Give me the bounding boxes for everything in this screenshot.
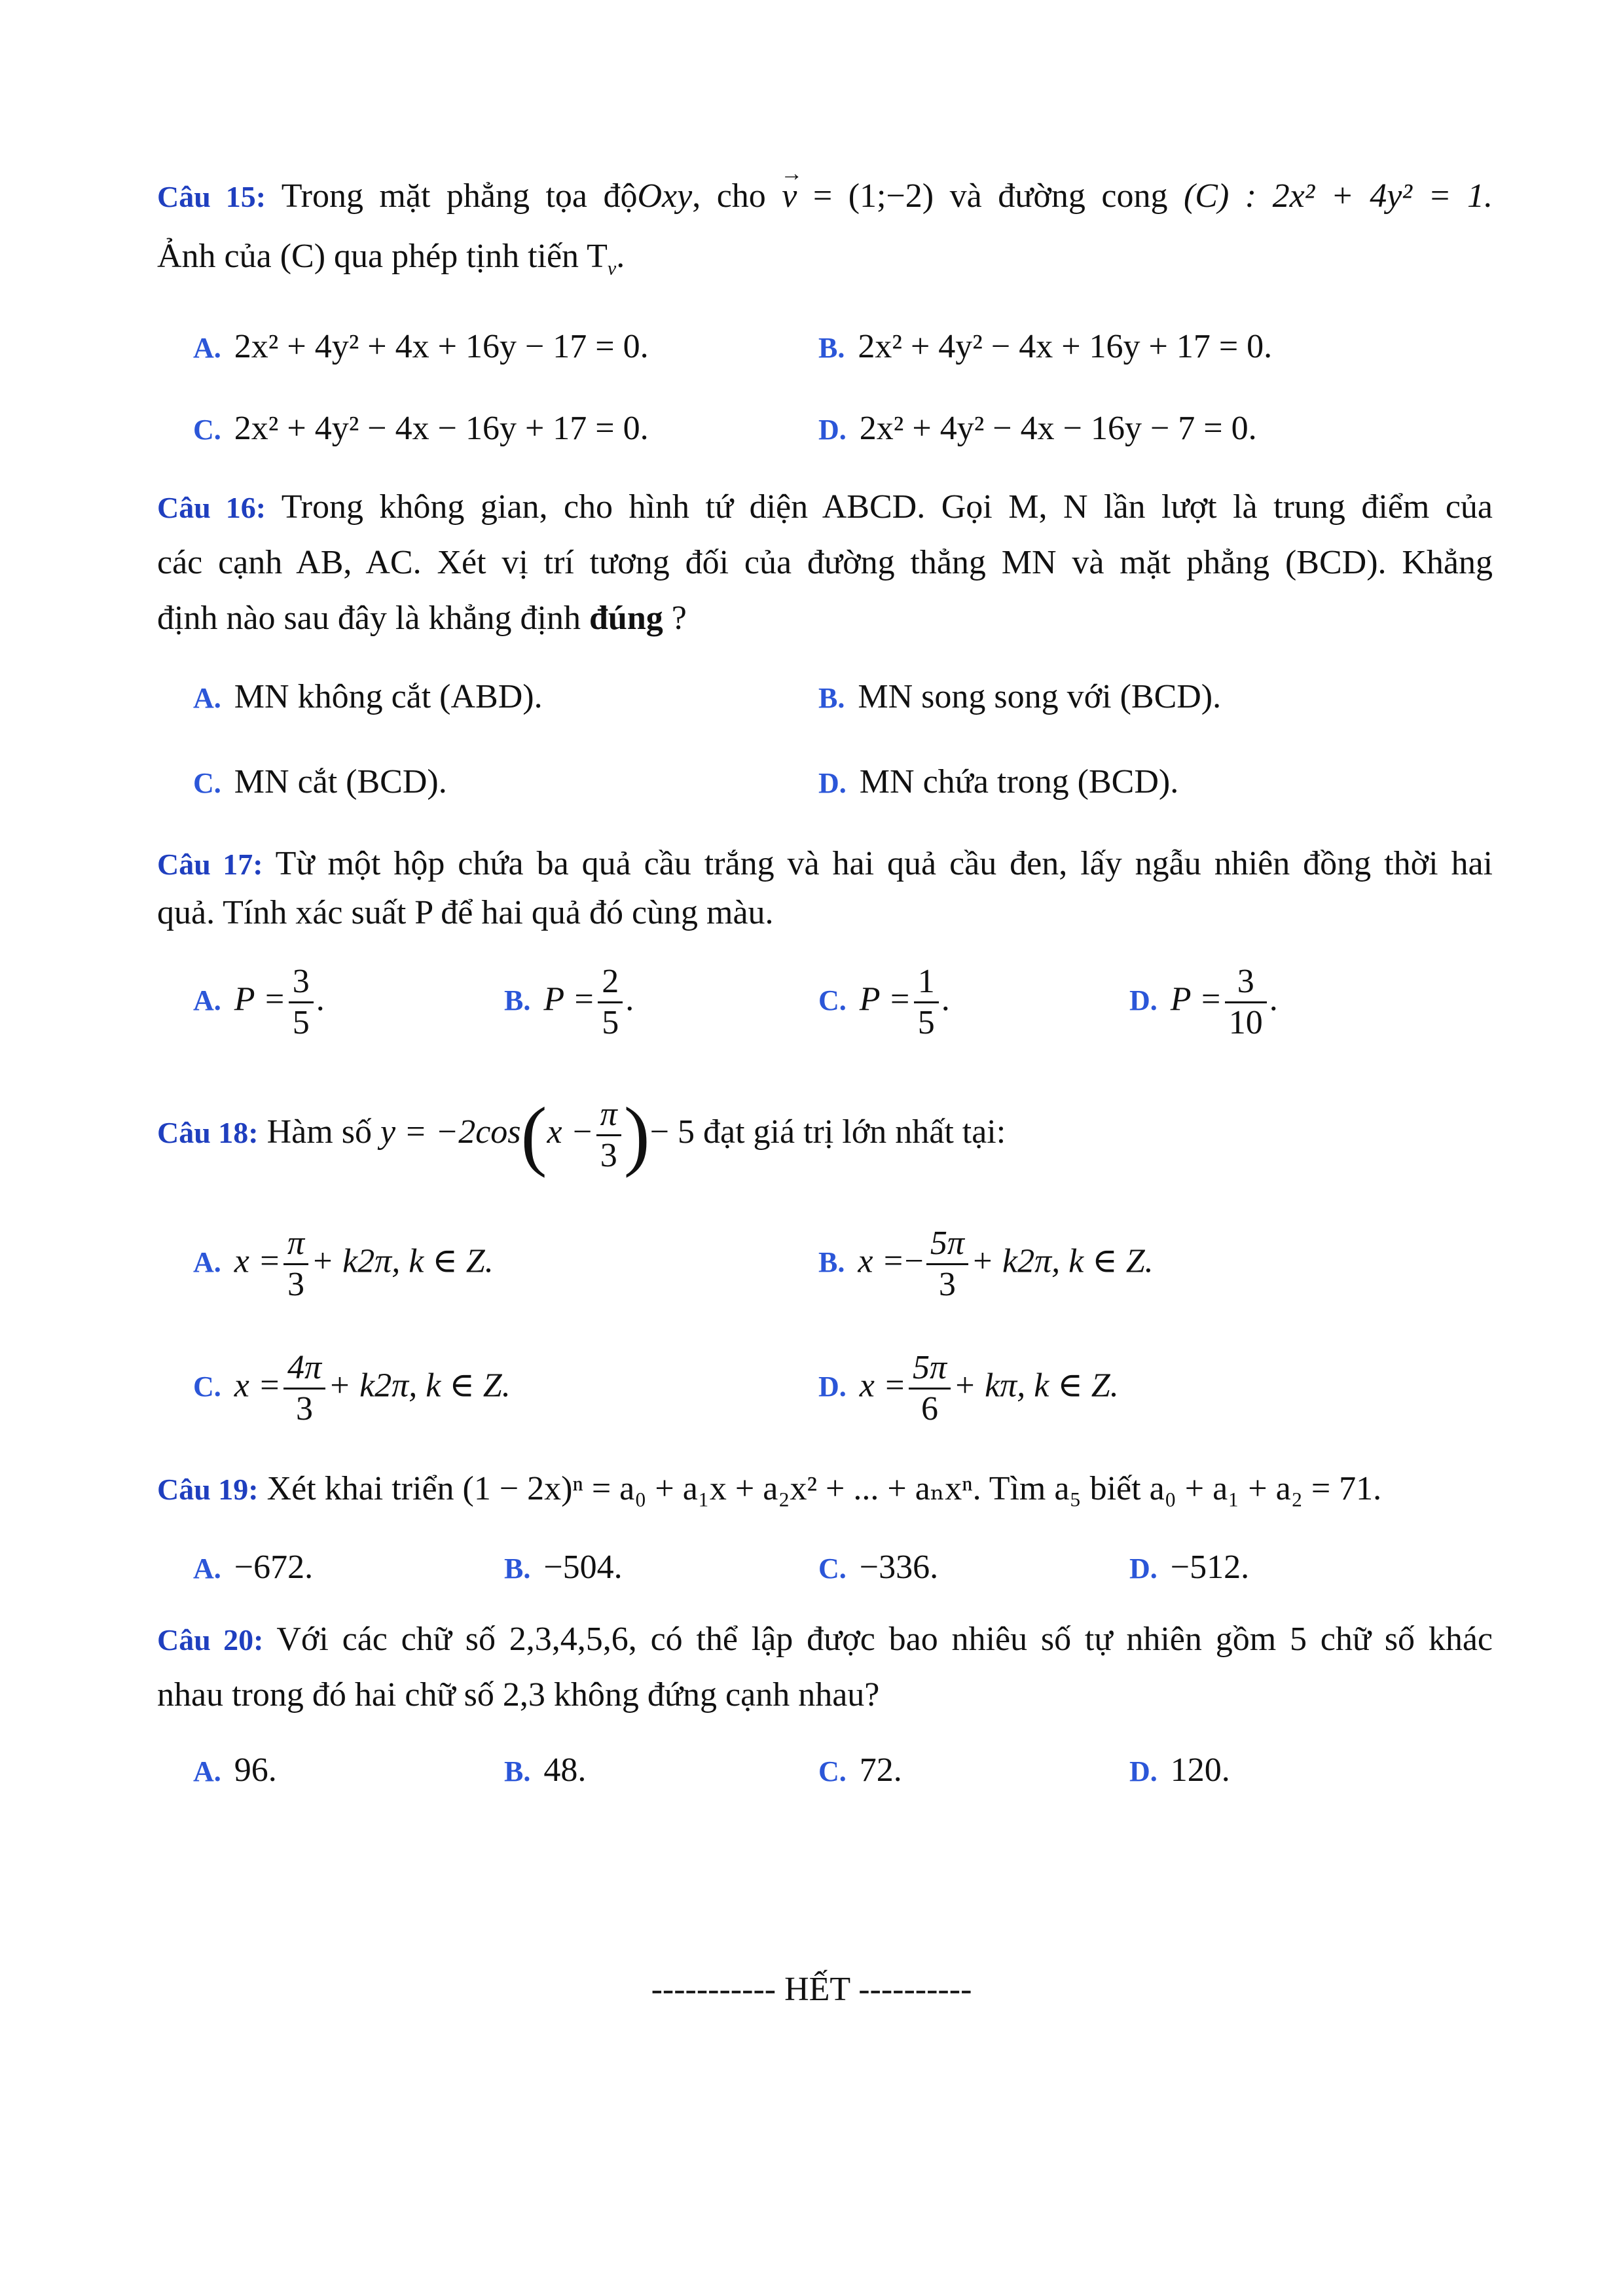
q17-option-b[interactable]: B. P = $\frac{2}{5}$ . (504, 963, 634, 1041)
q17-option-c-den: 5 (917, 1004, 935, 1041)
q18-option-d[interactable] (818, 1348, 1119, 1429)
q20-option-d[interactable] (1129, 1751, 1230, 1791)
q20-option-c[interactable] (818, 1751, 902, 1791)
q15-option-b-label: B. (818, 332, 845, 364)
q18-option-d-label: D. (818, 1371, 847, 1403)
q16-option-a[interactable] (193, 677, 543, 718)
q16-label: Câu 16: (157, 491, 266, 524)
q16-option-a-text: MN không cắt (ABD). (234, 678, 543, 715)
q18-pi: π (596, 1095, 621, 1136)
q17-option-d-num: 3 (1225, 962, 1267, 1003)
q15-option-a[interactable] (193, 327, 649, 368)
q19-option-d-label: D. (1129, 1552, 1158, 1585)
q19-option-d[interactable] (1129, 1548, 1249, 1588)
q16-line3-end: ? (671, 600, 687, 637)
q17-option-a[interactable]: A. P = $\frac{3}{5}$ . (193, 963, 325, 1041)
q20-label: Câu 20: (157, 1623, 264, 1657)
q20-line-2 (157, 1676, 1493, 1715)
q19-option-a-label: A. (193, 1552, 221, 1585)
q15-option-c-text: 2x² + 4y² − 4x − 16y + 17 = 0. (234, 410, 649, 447)
q16-line-2 (157, 543, 1493, 583)
q17-option-b-fraction (598, 962, 623, 1043)
q20-option-b[interactable] (504, 1751, 586, 1791)
q18-option-d-den: 6 (921, 1390, 938, 1427)
q18-option-b[interactable] (818, 1224, 1154, 1304)
q17-option-c-fraction (914, 962, 939, 1043)
q16-line-3 (157, 599, 1493, 638)
q19-line-1 (157, 1469, 1493, 1509)
q16-line-1 (157, 488, 1493, 528)
q18-option-b-lhs: x = (858, 1242, 905, 1280)
q17-label: Câu 17: (157, 848, 263, 881)
q20-option-a-label: A. (193, 1755, 221, 1787)
q18-option-a-fraction (283, 1224, 308, 1304)
q15-option-d-label: D. (818, 414, 847, 446)
q15-oxy: Oxy (637, 177, 693, 215)
q16-line1-text: Trong không gian, cho hình tứ diện ABCD. Gọi M, N lần lượt là trung điểm của (281, 488, 1493, 526)
q18-text-1: Hàm số (266, 1113, 372, 1151)
q18-right-paren: ) (623, 1091, 650, 1179)
q18-func-b: x − (547, 1113, 594, 1151)
q20-option-a[interactable] (193, 1751, 277, 1791)
q16-line3-text: định nào sau đây là khẳng định (157, 600, 581, 637)
q17-option-c-lhs: P = (859, 980, 911, 1018)
q15-option-a-label: A. (193, 332, 221, 364)
q18-option-c-tail: + k2π, k ∈ Z. (328, 1367, 511, 1405)
q16-option-b-text: MN song song với (BCD). (858, 678, 1222, 715)
q20-option-b-label: B. (504, 1755, 531, 1787)
q20-line1-text: Với các chữ số 2,3,4,5,6, có thể lập được bao nhiêu số tự nhiên gồm 5 chữ số khác (276, 1621, 1493, 1658)
q15-line2-sub: v (607, 257, 617, 279)
q16-option-b[interactable] (818, 677, 1221, 718)
q18-option-b-label: B. (818, 1246, 845, 1279)
q18-line-1 (157, 1091, 1493, 1179)
q19-option-c-text: −336. (859, 1549, 939, 1586)
q19-option-b-text: −504. (543, 1549, 623, 1586)
q15-line2-text: Ảnh của (C) qua phép tịnh tiến T (157, 238, 608, 275)
q16-line3-bold: đúng (589, 600, 663, 637)
q17-line-2 (157, 893, 1493, 933)
q15-text-3: và đường cong (949, 177, 1168, 215)
q18-label: Câu 18: (157, 1116, 259, 1149)
q16-line2-text: các cạnh AB, AC. Xét vị trí tương đối của đường thẳng MN và mặt phẳng (BCD). Khẳng (157, 544, 1493, 581)
q15-option-b-text: 2x² + 4y² − 4x + 16y + 17 = 0. (858, 328, 1273, 365)
q20-option-c-label: C. (818, 1755, 847, 1787)
q20-option-b-text: 48. (543, 1751, 587, 1789)
q15-line-2 (157, 237, 1493, 288)
q18-option-a-num: π (283, 1224, 308, 1265)
q18-option-d-fraction (909, 1348, 951, 1429)
q17-option-c[interactable]: C. P = $\frac{1}{5}$ . (818, 963, 950, 1041)
q19-label: Câu 19: (157, 1473, 259, 1506)
q17-option-a-num: 3 (289, 962, 314, 1003)
q15-line2-end: . (616, 238, 625, 275)
q18-left-paren: ( (520, 1091, 547, 1179)
q15-option-c[interactable] (193, 409, 649, 450)
q19-option-c-label: C. (818, 1552, 847, 1585)
q17-option-d-lhs: P = (1170, 980, 1222, 1018)
q19-option-a-text: −672. (234, 1549, 314, 1586)
q18-option-a-label: A. (193, 1246, 221, 1279)
q15-curve: (C) : 2x² + 4y² = 1. (1183, 177, 1493, 215)
q19-option-b[interactable] (504, 1548, 623, 1588)
q16-option-a-label: A. (193, 682, 221, 714)
q18-option-a-den: 3 (287, 1266, 304, 1303)
q20-option-d-text: 120. (1170, 1751, 1230, 1789)
q18-option-c-label: C. (193, 1371, 221, 1403)
q19-option-c[interactable] (818, 1548, 938, 1588)
q18-option-c-fraction (283, 1348, 325, 1429)
q18-option-c-lhs: x = (234, 1367, 281, 1405)
q20-option-a-text: 96. (234, 1751, 277, 1789)
q17-option-b-den: 5 (602, 1004, 619, 1041)
q17-option-b-lhs: P = (543, 980, 596, 1018)
q18-option-d-tail: + kπ, k ∈ Z. (953, 1367, 1119, 1405)
q18-option-c-num: 4π (283, 1348, 325, 1390)
q15-option-d[interactable] (818, 409, 1257, 450)
q18-text-2: đạt giá trị lớn nhất tại: (703, 1113, 1006, 1151)
q18-option-b-num: 5π (926, 1224, 968, 1265)
q20-option-c-text: 72. (859, 1751, 902, 1789)
q16-option-c-text: MN cắt (BCD). (234, 763, 447, 800)
q17-option-b-label: B. (504, 984, 531, 1017)
q18-option-d-lhs: x = (859, 1367, 906, 1405)
q18-func-c: − 5 (649, 1113, 695, 1151)
q20-line2-text: nhau trong đó hai chữ số 2,3 không đứng cạnh nhau? (157, 1676, 880, 1713)
q17-option-d[interactable]: D. P = $\frac{3}{10}$ . (1129, 963, 1278, 1041)
q17-option-a-den: 5 (292, 1004, 310, 1041)
q15-option-a-text: 2x² + 4y² + 4x + 16y − 17 = 0. (234, 328, 649, 365)
q17-option-b-num: 2 (598, 962, 623, 1003)
q20-line-1 (157, 1620, 1493, 1660)
q15-vector-value: = (1;−2) (812, 177, 934, 215)
q19-text: Xét khai triển (1 − 2x)ⁿ = a₀ + a₁x + a₂x² + ... + aₙxⁿ. Tìm a₅ biết a₀ + a₁ + a₂ = 71. (266, 1470, 1382, 1507)
q15-vector-v: → v (782, 177, 797, 216)
q17-option-a-label: A. (193, 984, 221, 1017)
q18-func-a: y = −2cos (380, 1113, 521, 1151)
q18-option-b-den: 3 (938, 1266, 956, 1303)
q15-text-1: Trong mặt phẳng tọa độ (281, 177, 638, 215)
q17-option-d-label: D. (1129, 984, 1158, 1017)
q20-option-d-label: D. (1129, 1755, 1158, 1787)
q17-line1-text: Từ một hộp chứa ba quả cầu trắng và hai quả cầu đen, lấy ngẫu nhiên đồng thời hai (275, 845, 1493, 882)
q19-option-a[interactable] (193, 1548, 313, 1588)
q18-option-b-fraction (926, 1224, 968, 1304)
q16-option-d-label: D. (818, 767, 847, 799)
q18-three: 3 (600, 1136, 617, 1174)
q17-option-d-den: 10 (1228, 1004, 1263, 1041)
q18-option-a-lhs: x = (234, 1242, 281, 1280)
q17-option-c-num: 1 (914, 962, 939, 1003)
q17-line-1 (157, 844, 1493, 884)
q15-option-b[interactable] (818, 327, 1272, 368)
q18-option-c-den: 3 (295, 1390, 313, 1427)
q15-option-d-text: 2x² + 4y² − 4x − 16y − 7 = 0. (859, 410, 1257, 447)
q16-option-d-text: MN chứa trong (BCD). (859, 763, 1179, 800)
q17-line2-text: quả. Tính xác suất P để hai quả đó cùng màu. (157, 894, 774, 931)
q15-text-2: , cho (692, 177, 766, 215)
q18-option-a[interactable] (193, 1224, 494, 1304)
end-marker: ----------- HẾT ---------- (651, 1971, 972, 2008)
q18-option-b-tail: + k2π, k ∈ Z. (970, 1242, 1154, 1280)
q17-option-a-fraction (289, 962, 314, 1043)
q17-option-c-label: C. (818, 984, 847, 1017)
q16-option-b-label: B. (818, 682, 845, 714)
q16-option-d[interactable] (818, 762, 1178, 803)
q17-option-a-lhs: P = (234, 980, 286, 1018)
q19-option-b-label: B. (504, 1552, 531, 1585)
q18-option-a-tail: + k2π, k ∈ Z. (311, 1242, 494, 1280)
q18-option-d-num: 5π (909, 1348, 951, 1390)
q18-fraction (596, 1095, 621, 1175)
q18-option-b-sign: − (904, 1242, 924, 1280)
q15-label: Câu 15: (157, 180, 266, 213)
q17-option-d-fraction (1225, 962, 1267, 1043)
q19-option-d-text: −512. (1170, 1549, 1250, 1586)
q16-option-c-label: C. (193, 767, 221, 799)
q16-option-c[interactable] (193, 762, 447, 803)
q18-option-c[interactable] (193, 1348, 511, 1429)
q15-option-c-label: C. (193, 414, 221, 446)
q15-line-1 (157, 177, 1493, 217)
